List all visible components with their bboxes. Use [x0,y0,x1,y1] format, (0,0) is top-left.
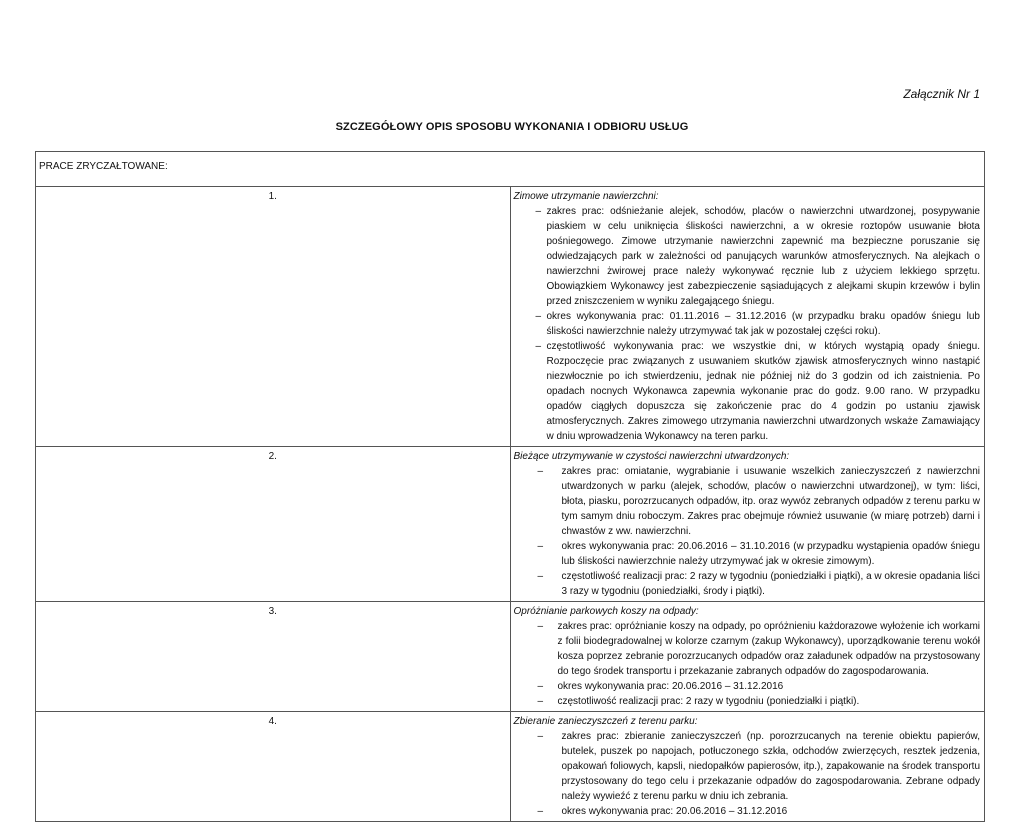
dash-bullet: – [537,696,544,707]
list-item [514,204,981,309]
section-number: 4. [36,712,511,822]
item-text: okres wykonywania prac: 01.11.2016 – 31.12.2016 (w przypadku braku opadów śniegu lub śliskości nawierzchnie należy utrzymywać tak jak w pozostałej części roku). [546,311,980,337]
item-text: zakres prac: odśnieżanie alejek, schodów, placów o nawierzchni utwardzonej, posypywanie piaskiem w celu uniknięcia śliskości nawierzchni, a w okresie roztopów usuwanie błota pośniegowego. Zimowe utrzymanie nawierzchni zapewnić ma bezpieczne poruszanie się odwiedzających park w zależności od panujących warunków atmosferycznych. Na alejkach o nawierzchni żwirowej prace należy wykonywać ręcznie lub z użyciem lekkiego sprzętu. Obowiązkiem Wykonawcy jest zabezpieczenie sąsiadujących z alejkami skupin krzewów i bylin przed zniszczeniem w wyniku zalegającego śniegu. [546,206,980,307]
annex-label: Załącznik Nr 1 [903,87,980,101]
dash-bullet: – [537,731,544,742]
dash-bullet: – [537,466,544,477]
section-title: Zbieranie zanieczyszczeń z terenu parku: [513,716,698,727]
dash-bullet: – [537,681,544,692]
item-text: okres wykonywania prac: 20.06.2016 – 31.12.2016 [557,681,784,692]
section-content [510,447,985,602]
list-item [514,619,981,679]
list-item [514,569,981,599]
dash-bullet: – [537,571,544,582]
section-content [510,712,985,822]
list-item [514,804,981,819]
table-header: PRACE ZRYCZAŁTOWANE: [36,152,985,187]
section-items [514,729,981,819]
list-item [514,339,981,444]
section-content [510,602,985,712]
section-content [510,187,985,447]
dash-bullet: – [537,806,544,817]
table-header-row [36,152,985,187]
item-text: zakres prac: zbieranie zanieczyszczeń (np. porozrzucanych na terenie obiektu papierów, butelek, puszek po napojach, potłuczonego szkła, odchodów zwierzęcych, resztek jedzenia, opakowań foliowych, kapsli, niedopałków papierosów, itp.), zapakowanie na środek transportu przystosowany do tego celu i przekazanie odpadów do zagospodarowania. Zebrane odpady należy wywieźć z terenu parku w dniu ich zebrania. [561,731,980,802]
list-item [514,694,981,709]
section-row-3 [36,602,985,712]
item-text: okres wykonywania prac: 20.06.2016 – 31.10.2016 (w przypadku wystąpienia opadów śniegu lub śliskości nawierzchnie należy utrzymywać jak w okresie zimowym). [561,541,980,567]
item-text: zakres prac: opróżnianie koszy na odpady, po opróżnieniu każdorazowe wyłożenie ich workami z folii biodegradowalnej w kolorze czarnym (zakup Wykonawcy), uporządkowanie terenu wokół kosza poprzez zebranie porozrzucanych odpadów oraz załadunek odpadów na przystosowany do tego środek transportu i przekazanie zabranych odpadów do zagospodarowania. [557,621,980,677]
item-text: okres wykonywania prac: 20.06.2016 – 31.12.2016 [561,806,788,817]
item-text: częstotliwość wykonywania prac: we wszystkie dni, w których wystąpią opady śniegu. Rozpoczęcie prac związanych z usuwaniem skutków zjawisk atmosferycznych winno nastąpić niezwłocznie po ich stwierdzeniu, jednak nie później niż do 3 godzin od ich zaistnienia. Po opadach nocnych Wykonawca zapewnia wykonanie prac do godz. 9.00 rano. W przypadku opadów ciągłych dopuszcza się zakończenie prac do 4 godzin po ustaniu zjawisk atmosferycznych. Zakres zimowego utrzymania nawierzchni utwardzonych wskaże Zamawiający w dniu wprowadzenia Wykonawcy na teren parku. [546,341,980,442]
section-items [514,204,981,444]
item-text: częstotliwość realizacji prac: 2 razy w tygodniu (poniedziałki i piątki), a w okresie opadania liści 3 razy w tygodniu (poniedziałki, środy i piątki). [561,571,981,597]
list-item [514,729,981,804]
item-text: zakres prac: omiatanie, wygrabianie i usuwanie wszelkich zanieczyszczeń z nawierzchni utwardzonych w parku (alejek, schodów, placów o nawierzchni utwardzonej), w tym: liści, błota, piasku, porozrzucanych odpadów, itp. oraz wywóz zebranych odpadów z terenu parku w tym samym dniu roboczym. Zakres prac obejmuje również usuwanie (w miarę potrzeb) darni i chwastów z ww. nawierzchni. [561,466,980,537]
dash-bullet: – [537,541,544,552]
list-item [514,464,981,539]
document-title: SZCZEGÓŁOWY OPIS SPOSOBU WYKONANIA I ODBIORU USŁUG [335,121,689,133]
dash-bullet: – [535,341,542,352]
section-items [514,619,981,709]
section-title: Opróżnianie parkowych koszy na odpady: [513,606,699,617]
dash-bullet: – [537,621,544,632]
section-number: 1. [36,187,511,447]
section-row-4 [36,712,985,822]
section-row-1 [36,187,985,447]
list-item [514,539,981,569]
section-row-2 [36,447,985,602]
list-item [514,309,981,339]
item-text: częstotliwość realizacji prac: 2 razy w tygodniu (poniedziałki i piątki). [557,696,860,707]
section-number: 3. [36,602,511,712]
list-item [514,679,981,694]
services-table [35,151,985,822]
section-number: 2. [36,447,511,602]
dash-bullet: – [535,311,542,322]
section-title: Bieżące utrzymywanie w czystości nawierzchni utwardzonych: [513,451,790,462]
section-title: Zimowe utrzymanie nawierzchni: [513,191,659,202]
dash-bullet: – [535,206,542,217]
section-items [514,464,981,599]
